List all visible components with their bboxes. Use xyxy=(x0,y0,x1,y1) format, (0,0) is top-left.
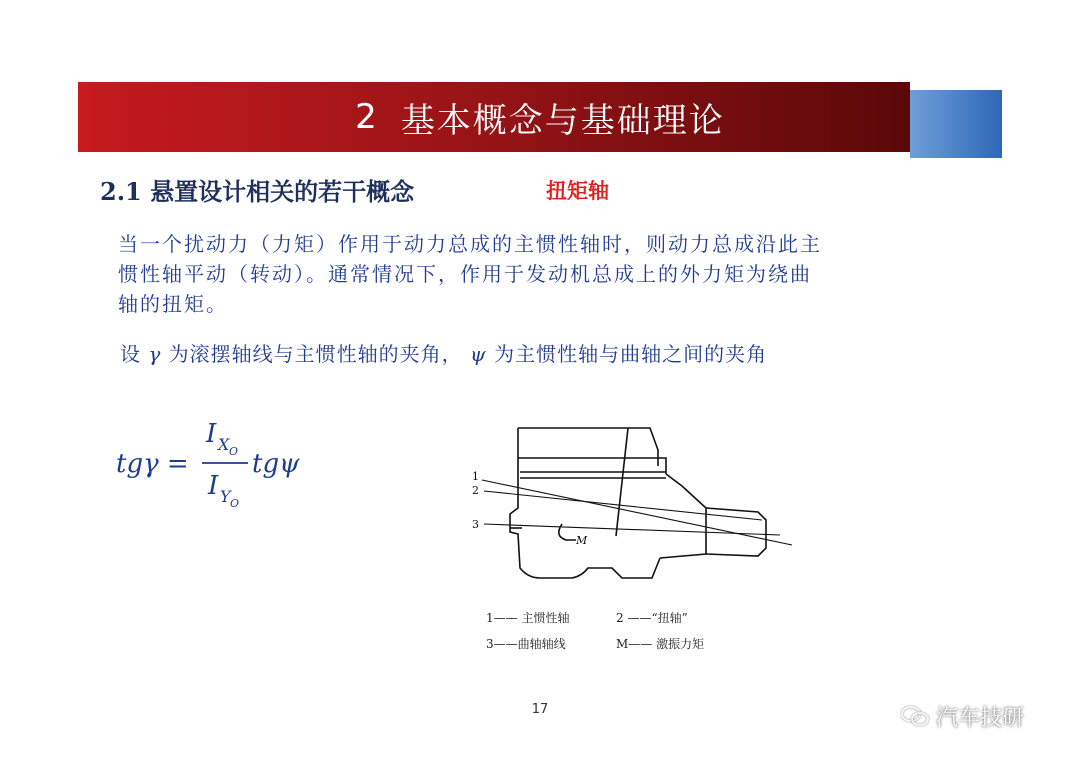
principal-axis-line xyxy=(482,480,792,545)
transmission-bell xyxy=(660,474,706,558)
center-line xyxy=(616,428,628,536)
torque-axis-formula xyxy=(108,408,328,518)
formula-numerator-subsub: O xyxy=(229,445,239,458)
legend-item: M—— 激振力矩 xyxy=(616,636,705,651)
watermark-text: 汽车技研 xyxy=(936,705,1025,731)
note-suffix: 为主惯性轴与曲轴之间的夹角 xyxy=(494,342,768,366)
torque-axis-line xyxy=(484,491,762,520)
angle-definition xyxy=(120,338,940,367)
line-label-1: 1 xyxy=(472,470,479,483)
crankshaft-axis-line xyxy=(484,524,780,535)
formula-rhs: tgψ xyxy=(252,449,300,479)
paragraph-line: 轴的扭矩。 xyxy=(118,292,228,316)
legend-item: 2 ——“扭轴” xyxy=(616,610,688,625)
engine-block-top xyxy=(518,428,658,466)
subsection-heading: 2.1 悬置设计相关的若干概念 xyxy=(100,177,415,206)
psi-symbol: ψ xyxy=(470,342,487,366)
formula-denominator-subsub: O xyxy=(230,497,240,510)
wechat-icon xyxy=(900,704,930,728)
slide-title xyxy=(0,82,1080,152)
paragraph-line: 当一个扰动力（力矩）作用于动力总成的主惯性轴时，则动力总成沿此主 xyxy=(118,232,822,256)
topic-tag: 扭矩轴 xyxy=(546,178,609,203)
line-label-2: 2 xyxy=(472,484,479,497)
moment-label: M xyxy=(576,534,588,547)
formula-numerator-sub: X xyxy=(218,435,230,454)
diagram-legend xyxy=(486,604,746,656)
formula-denominator: I xyxy=(208,471,219,501)
gamma-symbol: γ xyxy=(148,342,162,366)
formula-numerator: I xyxy=(206,419,217,449)
definition-paragraph xyxy=(118,229,948,319)
moment-arrow-icon xyxy=(559,524,576,540)
watermark xyxy=(900,702,1024,730)
paragraph-line: 惯性轴平动（转动）。通常情况下，作用于发动机总成上的外力矩为绕曲 xyxy=(118,262,812,286)
formula-denominator-sub: Y xyxy=(220,487,231,506)
note-prefix: 设 xyxy=(120,342,141,366)
line-label-3: 3 xyxy=(472,518,479,531)
legend-item: 3——曲轴轴线 xyxy=(486,636,566,651)
crankcase-outline xyxy=(510,458,660,578)
section-title: 基本概念与基础理论 xyxy=(400,100,725,141)
formula-lhs: tgγ = xyxy=(116,449,189,479)
powertrain-diagram xyxy=(462,418,812,593)
note-middle: 为滚摆轴线与主惯性轴的夹角， xyxy=(168,342,463,366)
section-number: 2 xyxy=(355,97,379,137)
page-number: 17 xyxy=(531,702,549,717)
legend-item: 1—— 主惯性轴 xyxy=(486,610,570,625)
